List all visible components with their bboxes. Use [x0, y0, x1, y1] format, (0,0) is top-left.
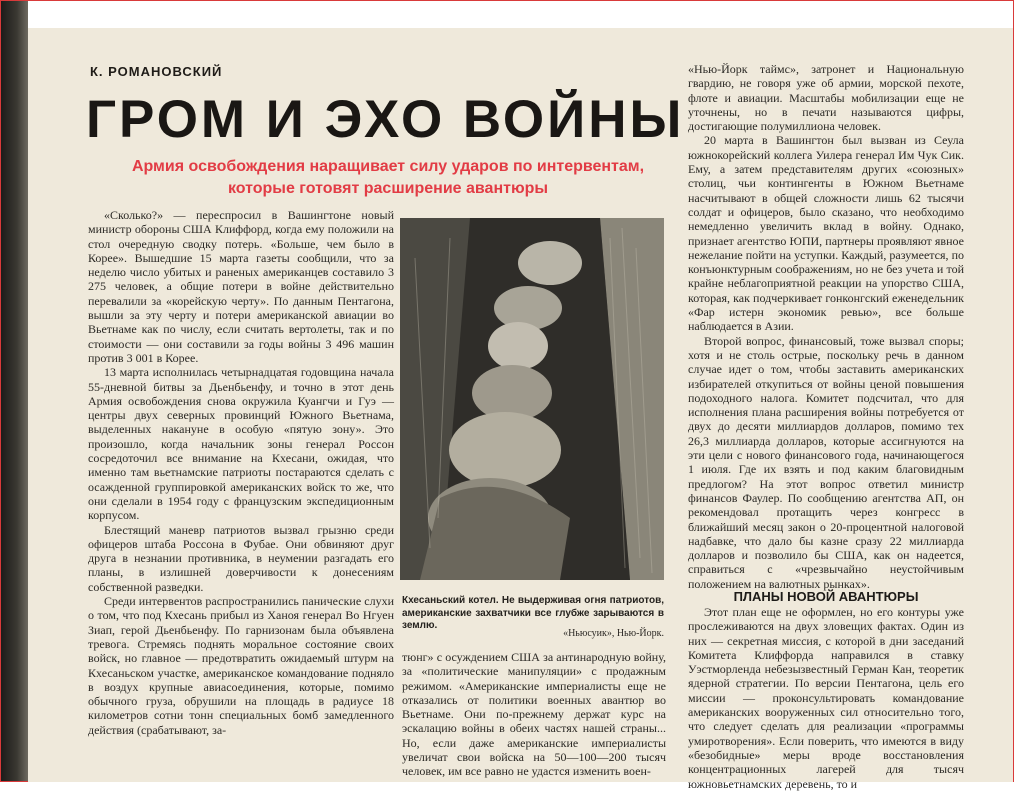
paragraph: Этот план еще не оформлен, но его контуры уже прослеживаются на двух зловещих фактах. Один из них — секретная миссия, с которой в дни заседаний Комитета Клиффорда направился в ставку Уэстморленда небезызвестный Герман Кан, теоретик ядерной стратегии. По версии Пентагона, цель его миссии — проконсультировать командование американских вооруженных сил относительно того, что следует сделать для реализации «программы умиротворения». Если поверить, что имеются в виду «безобидные» меры вроде восстановления концентрационных лагерей для тысяч южновьетнамских деревень, то и [688, 605, 964, 791]
article-column-left [88, 208, 394, 782]
photo-caption: Кхесаньский котел. Не выдерживая огня патриотов, американские захватчики все глубже зарываются в землю. [402, 595, 664, 631]
headline: ГРОМ И ЭХО ВОЙНЫ [86, 90, 685, 149]
paragraph: 20 марта в Вашингтон был вызван из Сеула южнокорейский коллега Уилера генерал Им Чук Сик. Ему, а затем представителям других «союзных» столиц, чьи контингенты в Южном Вьетнаме насчитывают в общей сложности лишь 62 тысячи солдат и офицеров, было сказано, что необходимо немедленно увеличить вклад в войну. Однако, признает агентство ЮПИ, партнеры проявляют явное нежелание пойти на уступки. Каждый, разумеется, по конъюнктурным соображениям, но не без учета и той крайне неблагоприятной реакции на упорство США, которая, как подчеркивает гонконгский еженедельник «Фар истерн экономик ревью», все больше наблюдается в Азии. [688, 133, 964, 334]
article-column-right-bottom [688, 605, 964, 791]
article-column-middle [402, 650, 666, 782]
subheadline: Армия освобождения наращивает силу ударов по интервентам, которые готовят расширение авантюры [131, 158, 645, 197]
photo-credit: «Ньюсуик», Нью-Йорк. [563, 628, 664, 639]
war-photo [400, 218, 664, 580]
article-column-right [688, 62, 964, 592]
byline: К. РОМАНОВСКИЙ [90, 64, 223, 79]
paragraph: Среди интервентов распространились панические слухи о том, что под Кхесань прибыл из Ханоя генерал Во Нгуен Зиап, герой Дьенбьенфу. По гарнизонам была объявлена тревога. Стремясь поднять моральное состояние своих войск, но главное — предотвратить ожидаемый штурм на Кхесаньском участке, американское командование подняло в воздух крупные авиасоединения, которые, помимо обычного груза, обрушили на площадь в радиусе 18 километров сотни тонн специальных бомб замедленного действия (срабатывают, за- [88, 594, 394, 737]
newspaper-page [28, 28, 1013, 791]
paragraph: Блестящий маневр патриотов вызвал грызню среди офицеров штаба Россона в Фубае. Они обвиняют друг друга в незнании противника, в неумении разгадать его планы, в излишней доверчивости к донесениям собственной разведки. [88, 522, 394, 594]
paragraph: 13 марта исполнилась четырнадцатая годовщина начала 55-дневной битвы за Дьенбьенфу, и точно в этот день Армия освобождения снова окружила Куангчи и Гуэ — центры двух северных провинций Южного Вьетнама, выделенных накануне в особую «пятую зону». Это произошло, когда начальник зоны генерал Россон сосредоточил все внимание на Кхесани, ожидая, что именно там вьетнамские патриоты постараются сделать с осажденной группировкой американских войск то же, что они сделали в 1954 году с французским экспедиционным корпусом. [88, 365, 394, 523]
paragraph: «Нью-Йорк таймс», затронет и Национальную гвардию, не говоря уже об армии, морской пехоте, флоте и авиации. Масштабы мобилизации еще не уточнены, но в печати называются цифры, достигающие полумиллиона человек. [688, 62, 964, 134]
paragraph: тюнг» с осуждением США за антинародную войну, за «политические манипуляции» с продажным режимом. «Американские империалисты еще не отказались от политики военных авантюр во Вьетнаме. Они по-прежнему держат курс на эскалацию войны в обеих частях нашей страны... Но, если даже американские империалисты увеличат свои войска на 50—100—200 тысяч человек, им все равно не удастся изменить воен- [402, 650, 666, 779]
section-heading: ПЛАНЫ НОВОЙ АВАНТЮРЫ [733, 589, 919, 604]
paragraph: Второй вопрос, финансовый, тоже вызвал споры; хотя и не столь острые, поскольку речь в данном случае идет о том, чтобы заставить американских избирателей откупиться от войны ценой повышения подоходного налога. Комитет подсчитал, что для исполнения плана расширения войны потребуется от двух до десяти миллиардов долларов, помимо тех 26,3 миллиарда долларов, которые ассигнуются на эти цели с нового финансового года, начинающегося 1 июля. Где их взять и под каким благовидным предлогом? На этот вопрос ответил министр финансов Фаулер. По сообщению агентства АП, он рекомендовал протащить через конгресс в ближайший месяц закон о 20-процентной налоговой надбавке, что дало бы казне сразу 22 миллиарда долларов и позволило бы США, как он надеется, справиться с «чрезвычайно неустойчивым положением на валютных рынках». [688, 333, 964, 591]
paragraph: «Сколько?» — переспросил в Вашингтоне новый министр обороны США Клиффорд, когда ему положили на стол очередную сводку потерь. «Больше, чем было в Корее». Вышедшие 15 марта газеты сообщили, что за неделю число убитых и раненых американцев составило 3 275 человек, а общие потери в войне действительно перевалили за «корейскую черту». По данным Пентагона, вышли за эту черту и потери американской авиации во Вьетнаме как по числу, если считать вертолеты, так и по стоимости — они составили за годы войны 3 496 машин против 3 001 в Корее. [88, 208, 394, 365]
